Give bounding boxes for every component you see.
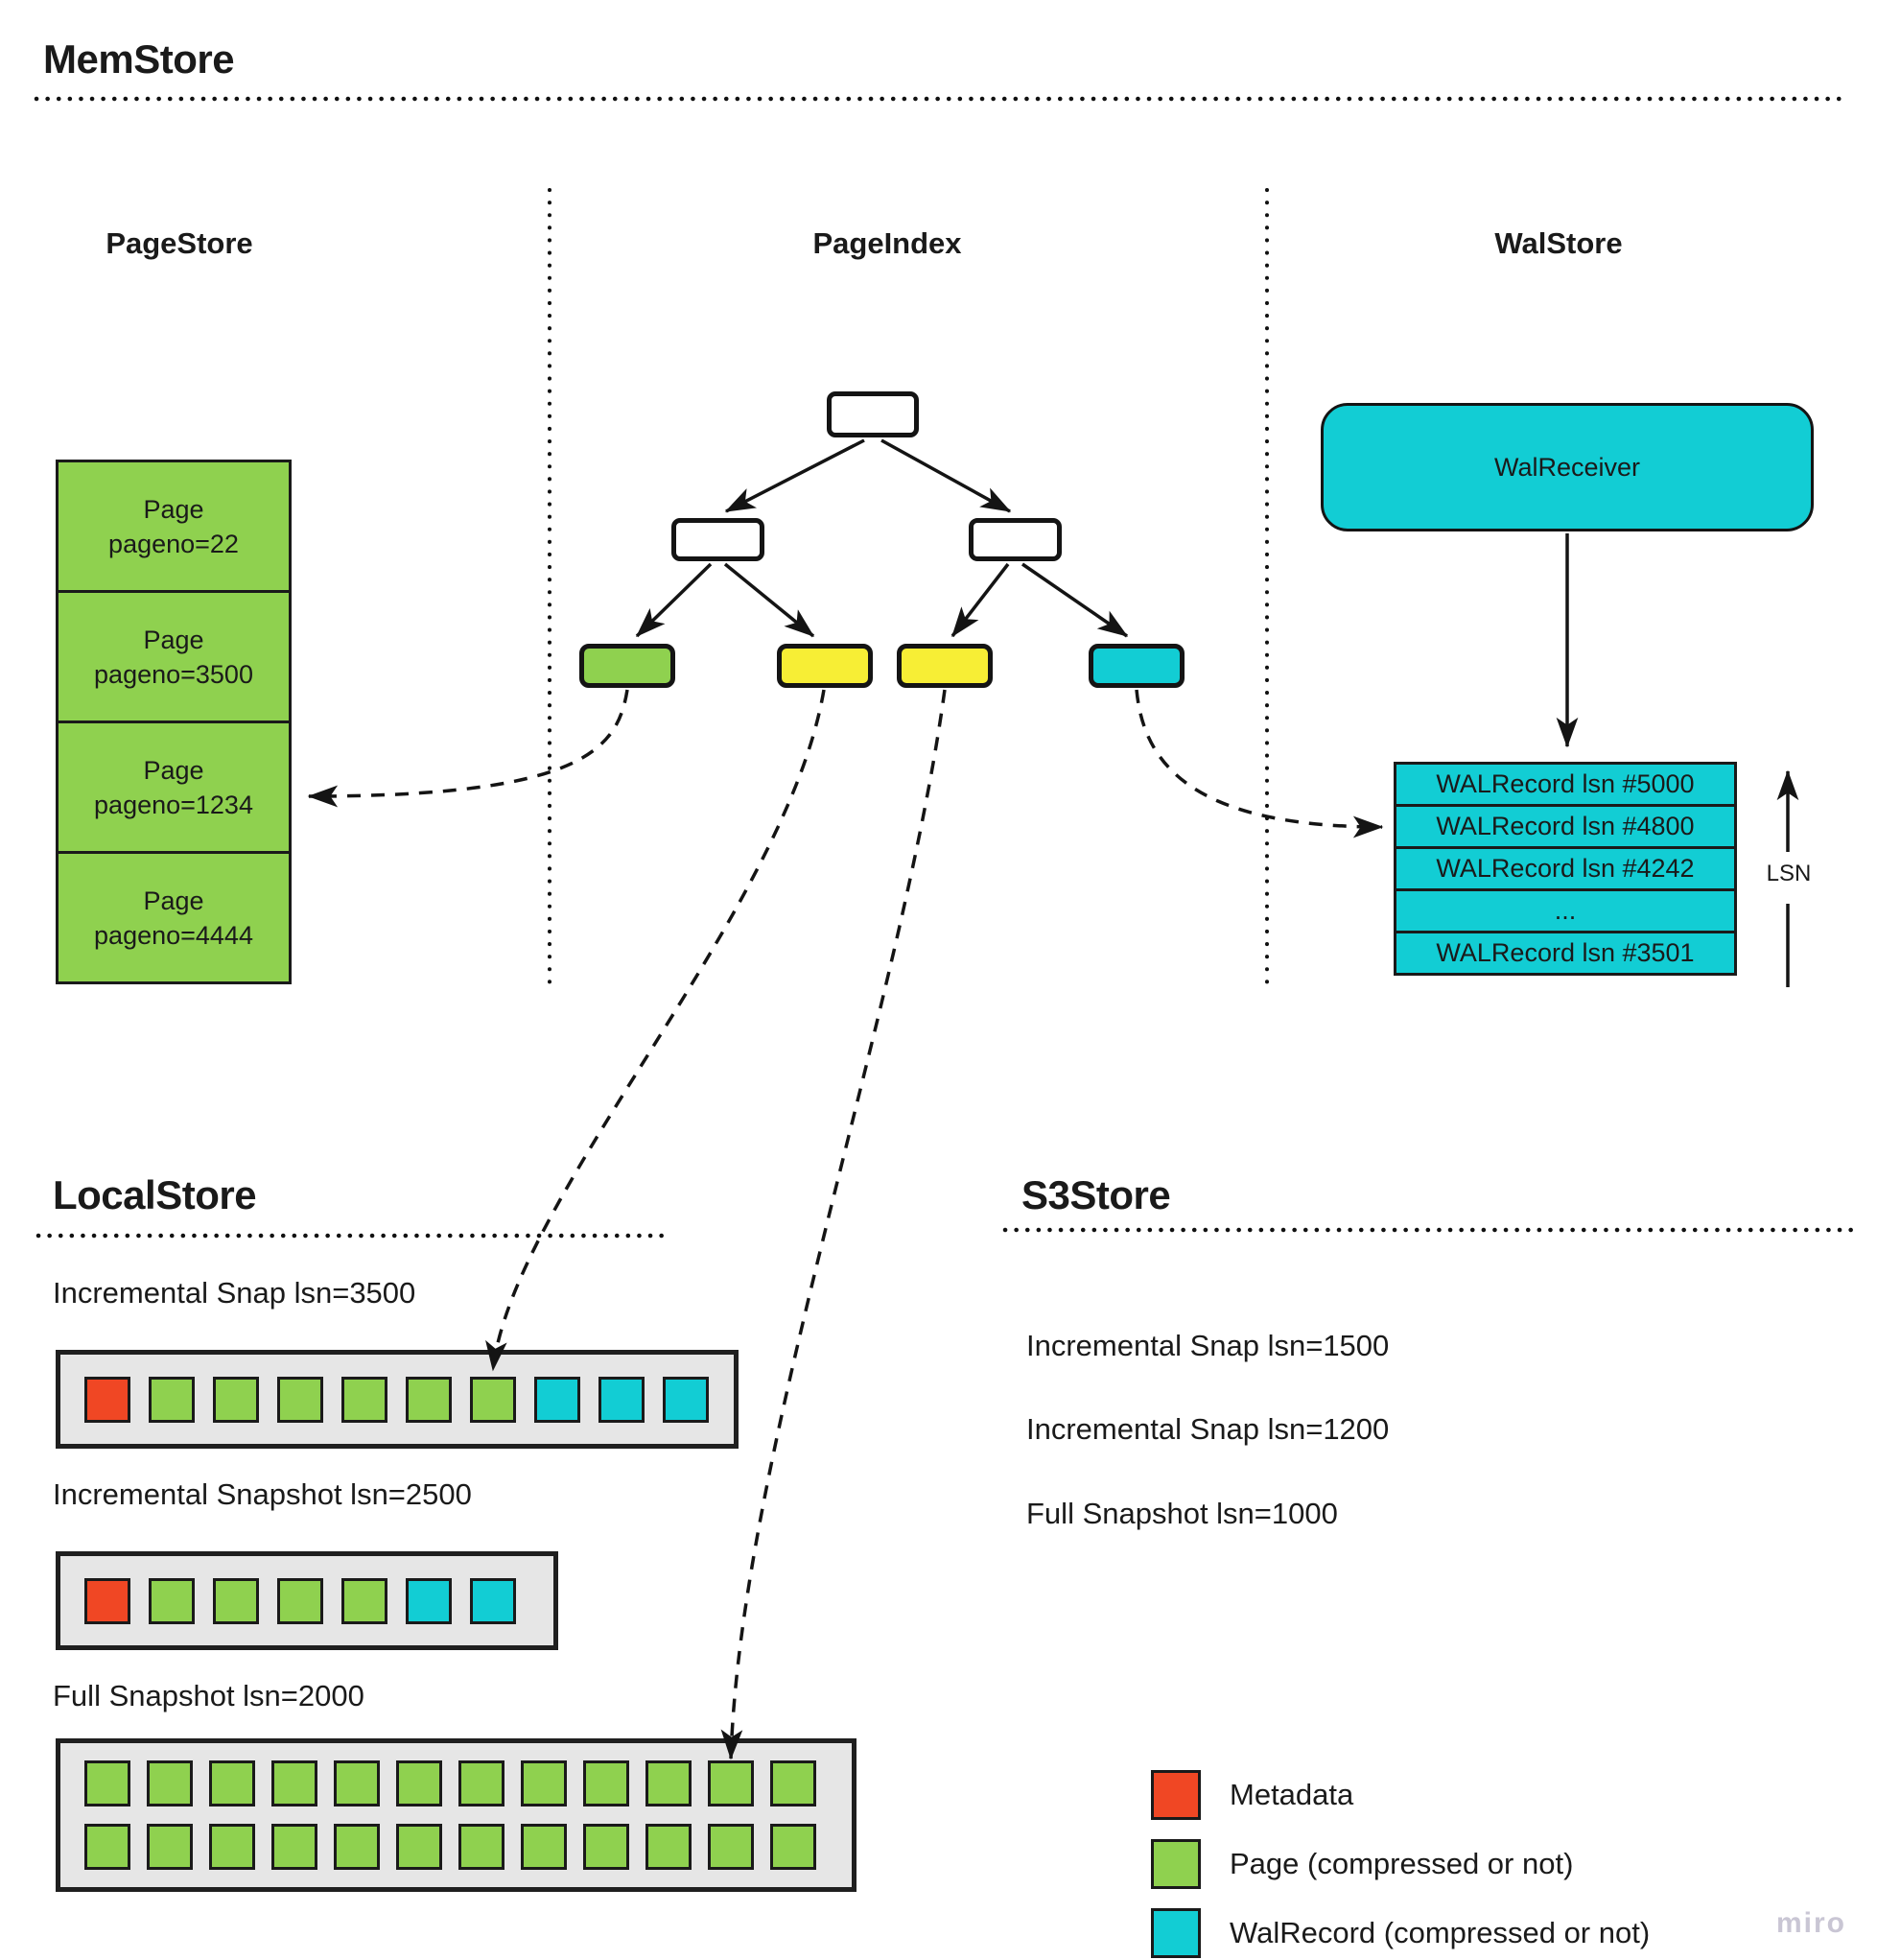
wal-record-stack — [1394, 762, 1737, 976]
pageindex-leaf-wal — [1089, 644, 1185, 688]
legend-label-walrecord: WalRecord (compressed or not) — [1230, 1916, 1651, 1949]
pagestore-stack — [56, 460, 292, 984]
pageindex-root-node — [827, 391, 919, 437]
localstore-section-title: LocalStore — [53, 1172, 257, 1217]
page-cell — [334, 1760, 380, 1807]
pageindex-leaf-snapshot-1 — [777, 644, 873, 688]
page-cell — [458, 1760, 504, 1807]
wal-cell — [598, 1377, 645, 1423]
snapshot-label-2500: Incremental Snapshot lsn=2500 — [53, 1477, 472, 1511]
page-cell — [149, 1377, 195, 1423]
page-cell — [458, 1824, 504, 1870]
page-swatch — [1151, 1839, 1201, 1889]
legend-row-page — [1151, 1839, 1650, 1889]
page-cell: Page pageno=1234 — [56, 720, 292, 854]
page-cell — [213, 1377, 259, 1423]
page-cell — [209, 1760, 255, 1807]
pageindex-internal-node-left — [671, 518, 764, 561]
page-cell — [770, 1760, 816, 1807]
snapshot-bar-3500 — [56, 1350, 739, 1449]
page-cell — [277, 1377, 323, 1423]
pageindex-leaf-page — [579, 644, 675, 688]
page-cell — [708, 1824, 754, 1870]
page-cell — [147, 1824, 193, 1870]
page-cell — [213, 1578, 259, 1624]
page-cell — [84, 1824, 130, 1870]
page-cell — [583, 1760, 629, 1807]
wal-cell — [406, 1578, 452, 1624]
tree-arrow-right-to-yellow-leaf-2 — [952, 564, 1008, 636]
wal-cell — [470, 1578, 516, 1624]
dashed-arrow-leaf-to-snapshot-2000 — [731, 690, 945, 1759]
s3-item-1000: Full Snapshot lsn=1000 — [1026, 1497, 1338, 1530]
wal-record-row: WALRecord lsn #5000 — [1394, 762, 1737, 807]
page-cell: Page pageno=3500 — [56, 590, 292, 723]
snapshot-label-2000: Full Snapshot lsn=2000 — [53, 1679, 364, 1712]
lsn-axis-label: LSN — [1761, 857, 1817, 891]
dashed-arrow-leaf-to-pagestore — [309, 690, 627, 796]
page-cell: Page pageno=22 — [56, 460, 292, 593]
page-cell — [334, 1824, 380, 1870]
pageindex-column-label: PageIndex — [812, 226, 962, 260]
legend-label-metadata: Metadata — [1230, 1778, 1354, 1811]
walreceiver-label: WalReceiver — [1493, 452, 1641, 482]
tree-arrow-left-to-page-leaf — [637, 564, 711, 636]
page-cell: Page pageno=4444 — [56, 851, 292, 984]
memstore-section-title: MemStore — [43, 36, 235, 82]
page-cell — [583, 1824, 629, 1870]
legend-row-walrecord — [1151, 1908, 1650, 1958]
page-cell — [341, 1578, 387, 1624]
tree-arrow-right-to-wal-leaf — [1022, 564, 1127, 636]
s3-item-1500: Incremental Snap lsn=1500 — [1026, 1329, 1390, 1362]
page-cell — [770, 1824, 816, 1870]
metadata-cell — [84, 1578, 130, 1624]
metadata-cell — [84, 1377, 130, 1423]
wal-record-row: WALRecord lsn #3501 — [1394, 931, 1737, 976]
s3-item-1200: Incremental Snap lsn=1200 — [1026, 1412, 1390, 1446]
wal-record-row: WALRecord lsn #4242 — [1394, 846, 1737, 891]
page-cell — [521, 1760, 567, 1807]
page-cell — [271, 1760, 317, 1807]
page-cell — [645, 1824, 692, 1870]
pageindex-leaf-snapshot-2 — [897, 644, 993, 688]
page-cell — [209, 1824, 255, 1870]
walstore-column-label: WalStore — [1494, 226, 1623, 260]
page-cell — [271, 1824, 317, 1870]
snapshot-bar-2000-row-1 — [84, 1760, 816, 1807]
page-cell — [645, 1760, 692, 1807]
pagestore-column-label: PageStore — [106, 226, 253, 260]
tree-arrow-left-to-yellow-leaf-1 — [725, 564, 813, 636]
pageindex-internal-node-right — [969, 518, 1062, 561]
page-cell — [396, 1824, 442, 1870]
walreceiver-box — [1321, 403, 1814, 531]
wal-record-row: ... — [1394, 888, 1737, 933]
dashed-arrow-leaf-to-wal-stack — [1137, 690, 1382, 827]
snapshot-bar-2500 — [56, 1551, 558, 1650]
tree-arrow-root-left — [726, 440, 864, 511]
wal-cell — [534, 1377, 580, 1423]
page-cell — [277, 1578, 323, 1624]
page-cell — [341, 1377, 387, 1423]
snapshot-bar-2000-row-2 — [84, 1824, 816, 1870]
page-cell — [708, 1760, 754, 1807]
page-cell — [406, 1377, 452, 1423]
legend-row-metadata — [1151, 1770, 1650, 1820]
page-cell — [470, 1377, 516, 1423]
page-cell — [147, 1760, 193, 1807]
miro-logo: miro — [1776, 1907, 1847, 1939]
snapshot-bar-2000 — [56, 1738, 856, 1892]
s3store-section-title: S3Store — [1021, 1172, 1171, 1217]
wal-cell — [663, 1377, 709, 1423]
metadata-swatch — [1151, 1770, 1201, 1820]
dashed-arrow-leaf-to-snapshot-3500 — [493, 690, 824, 1370]
page-cell — [149, 1578, 195, 1624]
legend — [1151, 1770, 1650, 1958]
walrecord-swatch — [1151, 1908, 1201, 1958]
legend-label-page: Page (compressed or not) — [1230, 1847, 1574, 1880]
snapshot-label-3500: Incremental Snap lsn=3500 — [53, 1276, 416, 1310]
page-cell — [521, 1824, 567, 1870]
page-cell — [396, 1760, 442, 1807]
page-cell — [84, 1760, 130, 1807]
wal-record-row: WALRecord lsn #4800 — [1394, 804, 1737, 849]
tree-arrow-root-right — [881, 440, 1010, 511]
